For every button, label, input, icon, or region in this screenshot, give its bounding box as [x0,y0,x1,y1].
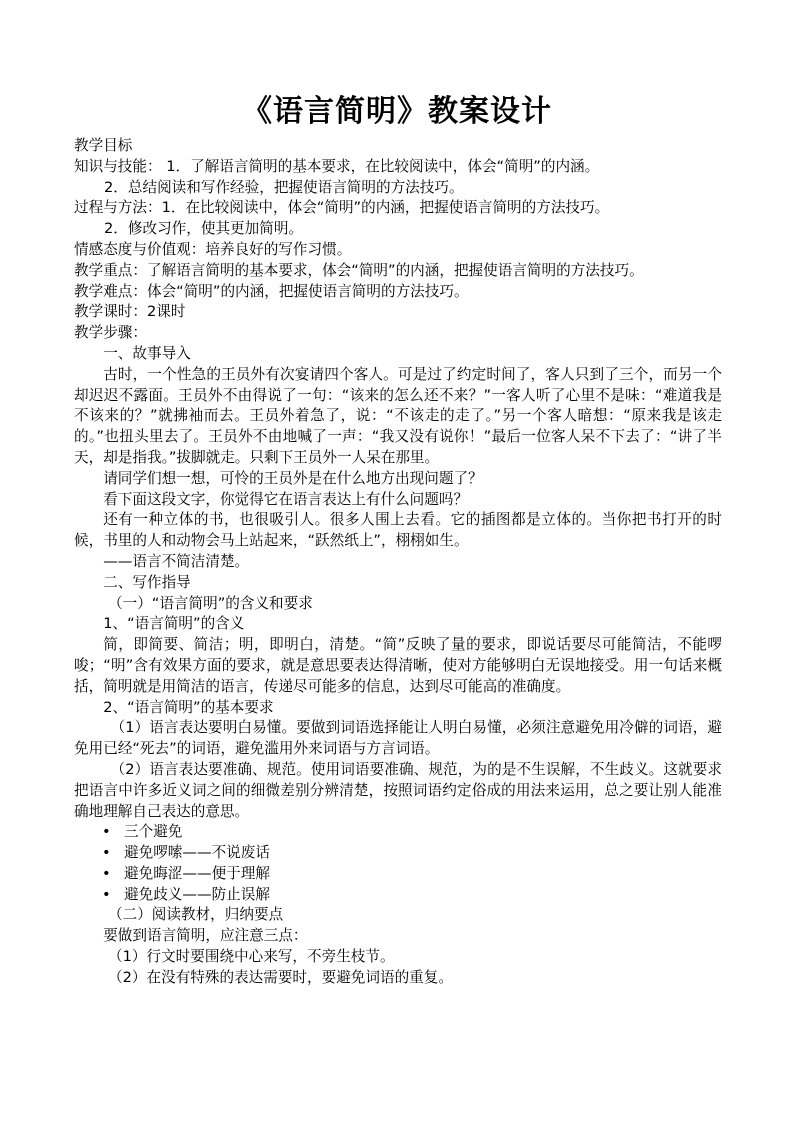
paragraph: 知识与技能： 1．了解语言简明的基本要求，在比较阅读中，体会“简明”的内涵。 [74,157,600,175]
subsection-heading: 2、“语言简明”的基本要求 [103,698,274,716]
paragraph: ——语言不简洁清楚。 [103,552,250,570]
document-title: 《语言简明》教案设计 [242,94,552,129]
section-heading: 一、故事导入 [103,344,191,362]
paragraph: 看下面这段文字，你觉得它在语言表达上有什么问题吗？ [103,490,469,508]
paragraph: 过程与方法：1．在比较阅读中，体会“简明”的内涵，把握使语言简明的方法技巧。 [74,199,610,217]
bullet-icon: • [102,844,111,862]
subsection-heading: 1、“语言简明”的含义 [103,615,245,633]
bullet-icon: • [102,864,111,882]
list-item-text: 避免晦涩——便于理解 [124,864,270,882]
list-item-text: 三个避免 [124,823,183,841]
bullet-icon: • [102,823,111,841]
paragraph: 教学难点：体会“简明”的内涵，把握使语言简明的方法技巧。 [74,282,469,300]
paragraph: 要做到语言简明，应注意三点： [103,927,308,945]
paragraph: 2．修改习作，使其更加简明。 [104,220,304,238]
paragraph: （1）语言表达要明白易懂。要做到词语选择能让人明白易懂，必须注意避免用冷僻的词语，避免用已经“死去”的词语，避免滥用外来词语与方言词语。 [74,719,722,758]
list-item-text: 避免啰嗦——不说废话 [124,844,270,862]
paragraph: 2．总结阅读和写作经验，把握使语言简明的方法技巧。 [104,178,464,196]
section-heading: 教学目标 [74,137,133,154]
paragraph: （1）行文时要围绕中心来写，不旁生枝节。 [108,948,395,966]
list-item-text: 避免歧义——防止误解 [124,885,270,903]
paragraph: 还有一种立体的书，也很吸引人。很多人围上去看。它的插图都是立体的。当你把书打开的时候，书里的人和动物会马上站起来，“跃然纸上”，栩栩如生。 [74,511,722,550]
list-item [74,843,722,864]
paragraph: （2）在没有特殊的表达需要时，要避免词语的重复。 [108,968,453,986]
paragraph: 教学步骤： [74,324,147,342]
list-item [74,885,722,906]
paragraph: 请同学们想一想，可怜的王员外是在什么地方出现问题了？ [103,469,483,487]
list-item [74,822,722,843]
list-item [74,864,722,885]
paragraph: 情感态度与价值观：培养良好的写作习惯。 [74,240,352,258]
document-body [74,136,722,989]
paragraph: （2）语言表达要准确、规范。使用词语要准确、规范，为的是不生误解，不生歧义。这就要求把语言中许多近义词之间的细微差别分辨清楚，按照词语约定俗成的用法来运用，总之要让别人能准确地理解自己表达的意思。 [74,760,722,820]
paragraph: 教学课时：2课时 [74,303,186,321]
paragraph: 古时，一个性急的王员外有次宴请四个客人。可是过了约定时间了，客人只到了三个，而另一个却迟迟不露面。王员外不由得说了一句：“该来的怎么还不来？”一客人听了心里不是味：“难道我是不该来的？”就拂袖而去。王员外着急了，说：“不该走的走了。”另一个客人暗想：“原来我是该走的。”也扭头里去了。王员外不由地喊了一声：“我又没有说你！”最后一位客人呆不下去了：“讲了半天，却是指我。”拔脚就走。只剩下王员外一人呆在那里。 [74,365,722,466]
paragraph: 简，即简要、简洁；明，即明白，清楚。“简”反映了量的要求，即说话要尽可能简洁，不能啰唆；“明”含有效果方面的要求，就是意思要表达得清晰，使对方能够明白无误地接受。用一句话来概括，简明就是用简洁的语言，传递尽可能多的信息，达到尽可能高的准确度。 [74,636,722,695]
subsection-heading: （一）“语言简明”的含义和要求 [108,594,313,612]
paragraph: 教学重点：了解语言简明的基本要求，体会“简明”的内涵，把握使语言简明的方法技巧。 [74,261,644,279]
section-heading: 二、写作指导 [103,573,191,591]
subsection-heading: （二）阅读教材，归纳要点 [108,906,284,924]
bullet-icon: • [102,885,111,903]
